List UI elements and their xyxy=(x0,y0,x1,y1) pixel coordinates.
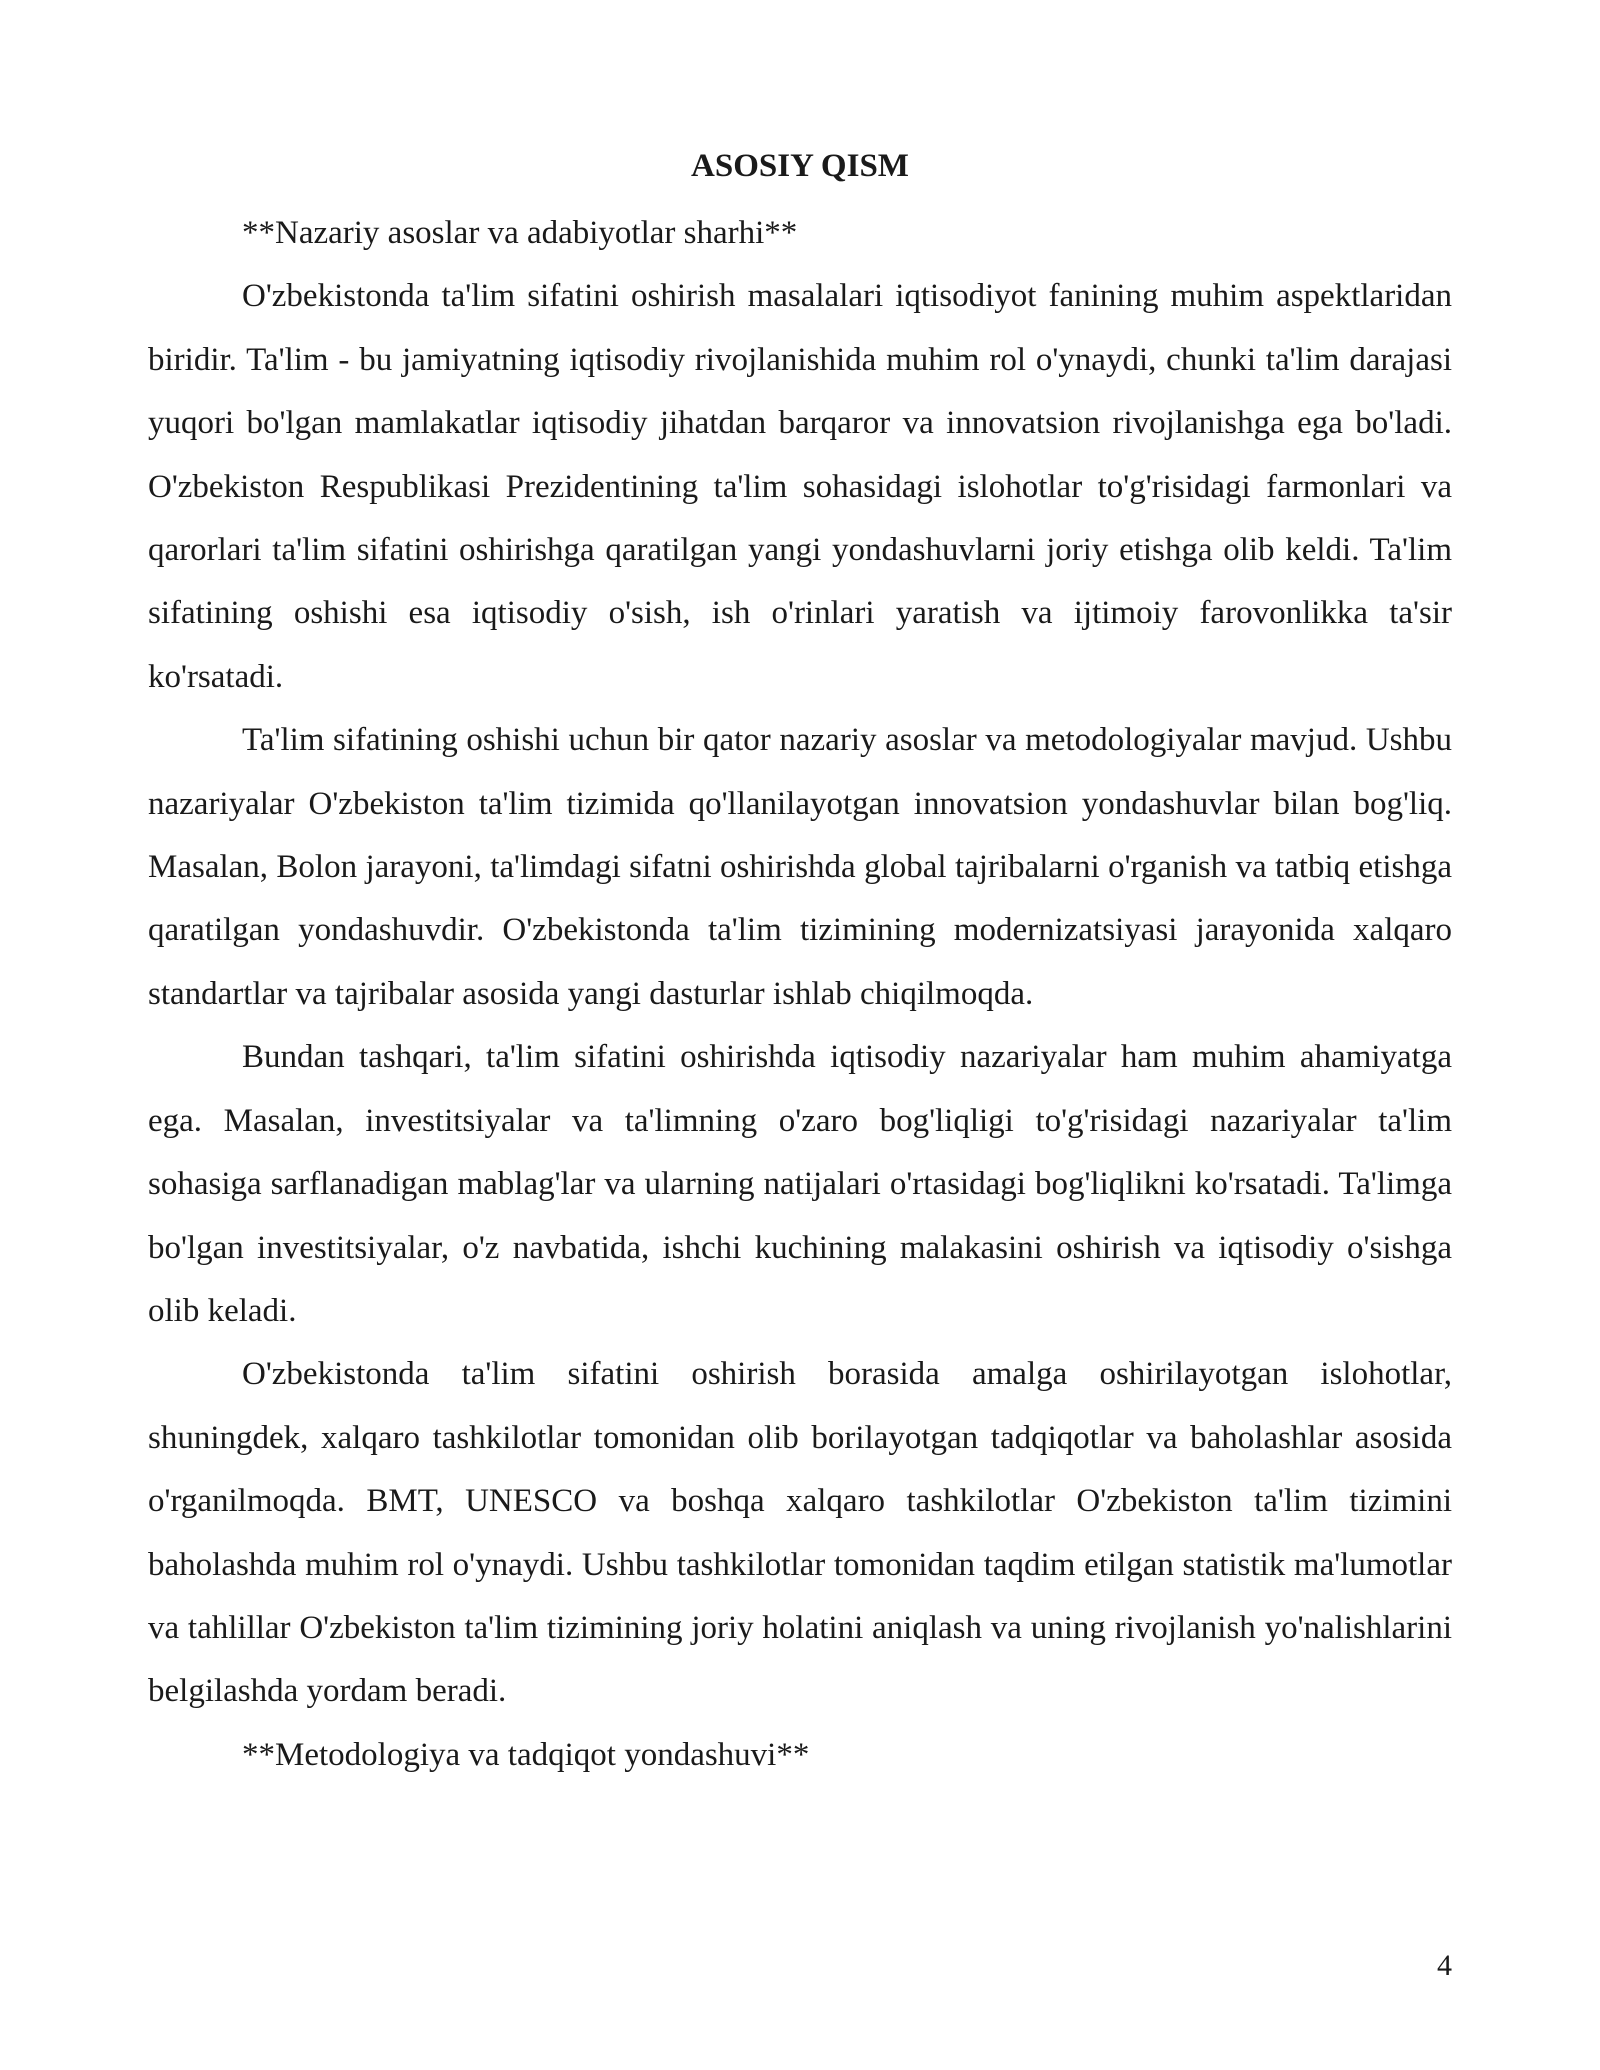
section-heading: ASOSIY QISM xyxy=(691,148,909,184)
subsection-heading-methodology: **Metodologiya va tadqiqot yondashuvi** xyxy=(242,1736,810,1773)
paragraph-4: O'zbekistonda ta'lim sifatini oshirish borasida amalga oshirilayotgan islohotlar, shuningdek, xalqaro tashkilotlar tomonidan olib borilayotgan tadqiqotlar va baholashlar asosida o'rganilmoqda. BMT, UNESCO va boshqa xalqaro tashkilotlar O'zbekiston ta'lim tizimini baholashda muhim rol o'ynaydi. Ushbu tashkilotlar tomonidan taqdim etilgan statistik ma'lumotlar va tahlillar O'zbekiston ta'lim tizimining joriy holatini aniqlash va uning rivojlanish yo'nalishlarini belgilashda yordam beradi. xyxy=(148,1356,1452,1710)
subsection-heading-theory: **Nazariy asoslar va adabiyotlar sharhi** xyxy=(242,215,798,251)
paragraph-1: O'zbekistonda ta'lim sifatini oshirish masalalari iqtisodiyot fanining muhim aspektlaridan biridir. Ta'lim - bu jamiyatning iqtisodiy rivojlanishida muhim rol o'ynaydi, chunki ta'lim darajasi yuqori bo'lgan mamlakatlar iqtisodiy jihatdan barqaror va innovatsion rivojlanishga ega bo'ladi. O'zbekiston Respublikasi Prezidentining ta'lim sohasidagi islohotlar to'g'risidagi farmonlari va qarorlari ta'lim sifatini oshirishga qaratilgan yangi yondashuvlarni joriy etishga olib keldi. Ta'lim sifatining oshishi esa iqtisodiy o'sish, ish o'rinlari yaratish va ijtimoiy farovonlikka ta'sir ko'rsatadi. xyxy=(148,278,1452,695)
paragraph-3: Bundan tashqari, ta'lim sifatini oshirishda iqtisodiy nazariyalar ham muhim ahamiyatga ega. Masalan, investitsiyalar va ta'limning o'zaro bog'liqligi to'g'risidagi nazariyalar ta'lim sohasiga sarflanadigan mablag'lar va ularning natijalari o'rtasidagi bog'liqlikni ko'rsatadi. Ta'limga bo'lgan investitsiyalar, o'z navbatida, ishchi kuchining malakasini oshirish va iqtisodiy o'sishga olib keladi. xyxy=(148,1039,1452,1329)
page-number: 4 xyxy=(1437,1949,1452,1982)
paragraph-2: Ta'lim sifatining oshishi uchun bir qator nazariy asoslar va metodologiyalar mavjud. Ushbu nazariyalar O'zbekiston ta'lim tizimida qo'llanilayotgan innovatsion yondashuvlar bilan bog'liq. Masalan, Bolon jarayoni, ta'limdagi sifatni oshirishda global tajribalarni o'rganish va tatbiq etishga qaratilgan yondashuvdir. O'zbekistonda ta'lim tizimining modernizatsiyasi jarayonida xalqaro standartlar va tajribalar asosida yangi dasturlar ishlab chiqilmoqda. xyxy=(148,722,1452,1012)
page-content xyxy=(148,146,1452,1787)
